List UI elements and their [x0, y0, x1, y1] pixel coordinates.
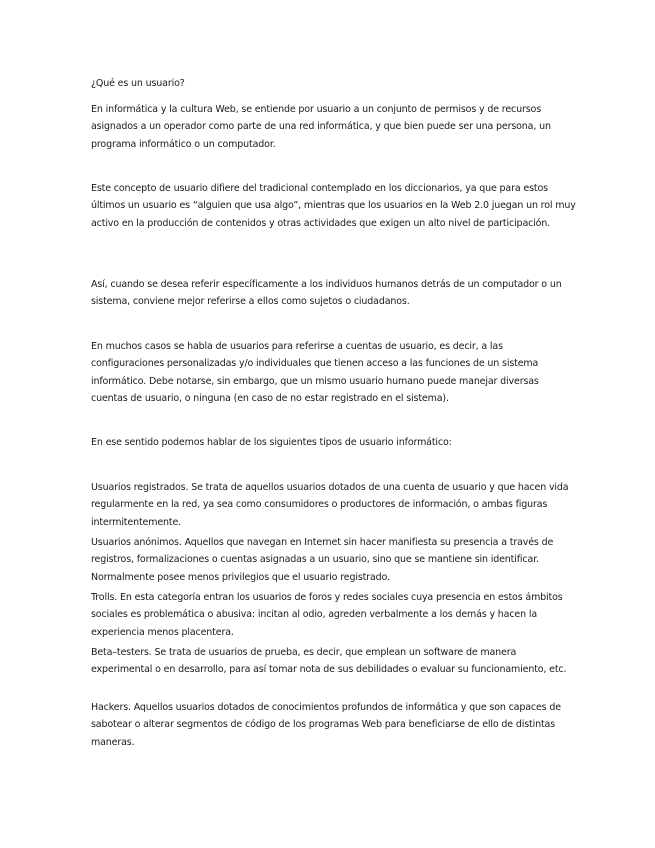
paragraph-accounts: En muchos casos se habla de usuarios para referirse a cuentas de usuario, es decir, a las configuraciones personalizadas y/o individuales que tienen acceso a las funciones de un sistema informático. Debe notarse, sin embargo, que un mismo usuario humano puede manejar diversas cuentas de usuario, o ninguna (en caso de no estar registrado en el sistema). [91, 341, 539, 405]
paragraph-concept: Este concepto de usuario difiere del tradicional contemplado en los diccionarios, ya que para estos últimos un usuario es “alguien que usa algo”, mientras que los usuarios en la Web 2.0 juegan un rol muy activo en la producción de contenidos y otras actividades que exigen un alto nivel de participación. [91, 183, 576, 229]
document-heading: ¿Qué es un usuario? [91, 78, 185, 89]
list-item-anonymous-users: Usuarios anónimos. Aquellos que navegan en Internet sin hacer manifiesta su presencia a través de registros, formalizaciones o cuentas asignadas a un usuario, sino que se mantiene sin identificar. Normalmente posee menos privilegios que el usuario registrado. [91, 537, 554, 583]
list-item-trolls: Trolls. En esta categoría entran los usuarios de foros y redes sociales cuya presencia en estos ámbitos sociales es problemática o abusiva: incitan al odio, agreden verbalmente a los demás y hacen la experiencia menos placentera. [91, 592, 563, 638]
list-item-beta-testers: Beta–testers. Se trata de usuarios de prueba, es decir, que emplean un software de manera experimental o en desarrollo, para así tomar nota de sus debilidades o evaluar su funcionamiento, etc. [91, 647, 567, 676]
paragraph-types-intro: En ese sentido podemos hablar de los siguientes tipos de usuario informático: [91, 437, 452, 448]
paragraph-individuals: Así, cuando se desea referir específicamente a los individuos humanos detrás de un computador o un sistema, conviene mejor referirse a ellos como sujetos o ciudadanos. [91, 279, 562, 308]
list-item-registered-users: Usuarios registrados. Se trata de aquellos usuarios dotados de una cuenta de usuario y que hacen vida regularmente en la red, ya sea como consumidores o productores de información, o ambas figuras intermitentemente. [91, 482, 569, 528]
list-item-hackers: Hackers. Aquellos usuarios dotados de conocimientos profundos de informática y que son capaces de sabotear o alterar segmentos de código de los programas Web para beneficiarse de ello de distintas maneras. [91, 702, 561, 748]
paragraph-definition: En informática y la cultura Web, se entiende por usuario a un conjunto de permisos y de recursos asignados a un operador como parte de una red informática, y que bien puede ser una persona, un programa informático o un computador. [91, 104, 551, 150]
